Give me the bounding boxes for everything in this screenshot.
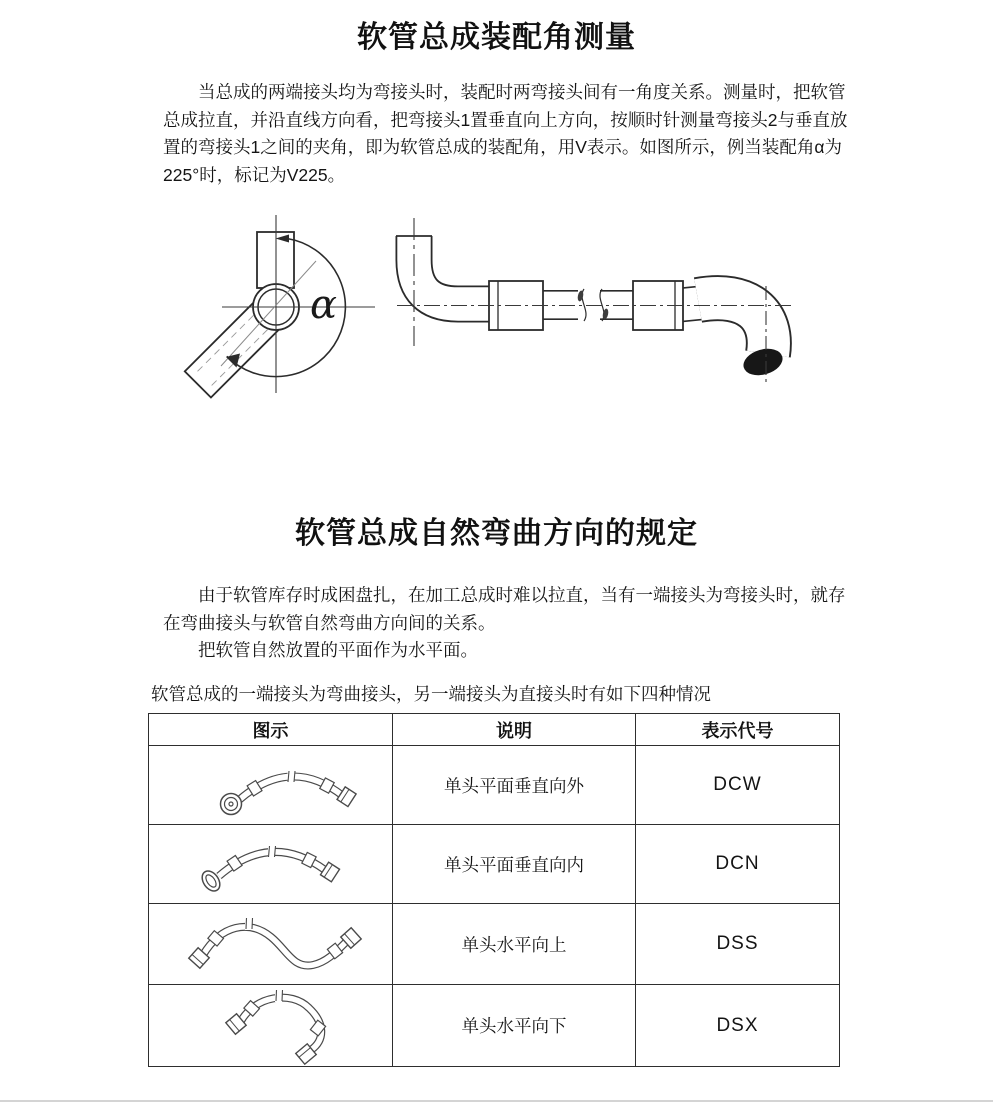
illustration-cell: [149, 985, 393, 1067]
paragraph-line: 在弯曲接头与软管自然弯曲方向间的关系。: [163, 612, 496, 633]
alpha-label: α: [310, 282, 338, 328]
hose-s-curve-end-up-icon: [149, 905, 391, 984]
paragraph-line: 225°时，标记为V225。: [163, 164, 346, 185]
section2-paragraph: [163, 582, 846, 665]
table-row: [149, 825, 840, 904]
description-cell: 单头水平向下: [393, 985, 636, 1067]
header-description: 说明: [393, 714, 636, 746]
paragraph-line: 置的弯接头1之间的夹角，即为软管总成的装配角，用V表示。如图所示，例当装配角α为: [163, 137, 843, 157]
illustration-cell: [149, 746, 393, 825]
assembly-angle-diagram: [0, 195, 993, 410]
description-cell: 单头平面垂直向外: [393, 746, 636, 825]
table-caption: 软管总成的一端接头为弯曲接头，另一端接头为直接头时有如下四种情况: [151, 684, 711, 704]
hose-hook-end-down-icon: [149, 986, 391, 1066]
header-illustration: 图示: [149, 714, 393, 746]
paragraph-line: 当总成的两端接头均为弯接头时，装配时两弯接头间有一角度关系。测量时，把软管: [198, 82, 846, 102]
description-cell: 单头水平向上: [393, 904, 636, 985]
illustration-cell: [149, 825, 393, 904]
side-view-diagram: [396, 218, 792, 384]
illustration-cell: [149, 904, 393, 985]
section2-title: 软管总成自然弯曲方向的规定: [295, 517, 698, 550]
bend-direction-table: [148, 713, 840, 1067]
end-view-diagram: [185, 215, 375, 398]
paragraph-line: 把软管自然放置的平面作为水平面。: [198, 640, 478, 660]
code-cell: DSS: [636, 904, 840, 985]
description-cell: 单头平面垂直向内: [393, 825, 636, 904]
code-cell: DCW: [636, 746, 840, 825]
code-cell: DSX: [636, 985, 840, 1067]
paragraph-line: 总成拉直，并沿直线方向看，把弯接头1置垂直向上方向，按顺时针测量弯接头2与垂直放: [163, 109, 848, 130]
table-row: [149, 985, 840, 1067]
table-row: [149, 746, 840, 825]
code-cell: DCN: [636, 825, 840, 904]
paragraph-line: 由于软管库存时成困盘扎，在加工总成时难以拉直，当有一端接头为弯接头时，就存: [198, 585, 846, 605]
page-bottom-rule: [0, 1100, 993, 1102]
section1-title: 软管总成装配角测量: [357, 21, 636, 54]
table-header-row: [149, 714, 840, 746]
section1-paragraph: [163, 79, 848, 189]
header-code: 表示代号: [636, 714, 840, 746]
hose-arc-banjo-facing-outward-icon: [149, 747, 391, 824]
hose-arc-banjo-facing-inward-icon: [149, 826, 391, 903]
table-row: [149, 904, 840, 985]
